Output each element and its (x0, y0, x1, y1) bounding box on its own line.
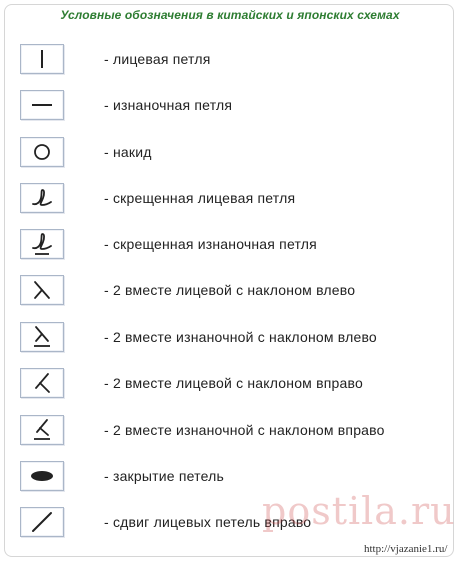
legend-label: - скрещенная изнаночная петля (104, 236, 317, 252)
watermark-text: postila.ru (262, 489, 456, 533)
legend-item (0, 89, 460, 129)
legend-item (0, 43, 460, 83)
symbol-box (20, 90, 64, 120)
filled-oval-icon (21, 462, 63, 490)
symbol-box (20, 322, 64, 352)
symbol-box (20, 461, 64, 491)
symbol-box (20, 44, 64, 74)
angle-right-icon (21, 369, 63, 397)
legend-item (0, 182, 460, 222)
symbol-box (20, 415, 64, 445)
diagonal-line-icon (21, 508, 63, 536)
legend-label: - 2 вместе лицевой с наклоном вправо (104, 375, 363, 391)
loop-underline-icon (21, 230, 63, 258)
legend-label: - 2 вместе изнаночной с наклоном вправо (104, 422, 385, 438)
symbol-box (20, 368, 64, 398)
symbol-box (20, 137, 64, 167)
legend-label: - 2 вместе лицевой с наклоном влево (104, 282, 356, 298)
legend-label: - закрытие петель (104, 468, 224, 484)
legend-item (0, 136, 460, 176)
legend-label: - скрещенная лицевая петля (104, 190, 296, 206)
page-title: Условные обозначения в китайских и японских схемах (60, 8, 400, 22)
symbol-box (20, 229, 64, 259)
legend-item (0, 414, 460, 454)
legend-item (0, 228, 460, 268)
lambda-underline-icon (21, 323, 63, 351)
symbol-box (20, 507, 64, 537)
legend-item (0, 321, 460, 361)
circle-icon (21, 138, 63, 166)
symbol-box (20, 275, 64, 305)
legend-label: - 2 вместе изнаночной с наклоном влево (104, 329, 377, 345)
legend-label: - сдвиг лицевых петель вправо (104, 514, 312, 530)
vertical-line-icon (21, 45, 63, 73)
legend-label: - изнаночная петля (104, 97, 233, 113)
legend-item (0, 274, 460, 314)
legend-item (0, 367, 460, 407)
legend-label: - лицевая петля (104, 51, 211, 67)
horizontal-line-icon (21, 91, 63, 119)
lambda-icon (21, 276, 63, 304)
symbol-box (20, 183, 64, 213)
legend-label: - накид (104, 144, 152, 160)
angle-right-underline-icon (21, 416, 63, 444)
source-url-link[interactable]: http://vjazanie1.ru/ (364, 543, 448, 555)
loop-icon (21, 184, 63, 212)
